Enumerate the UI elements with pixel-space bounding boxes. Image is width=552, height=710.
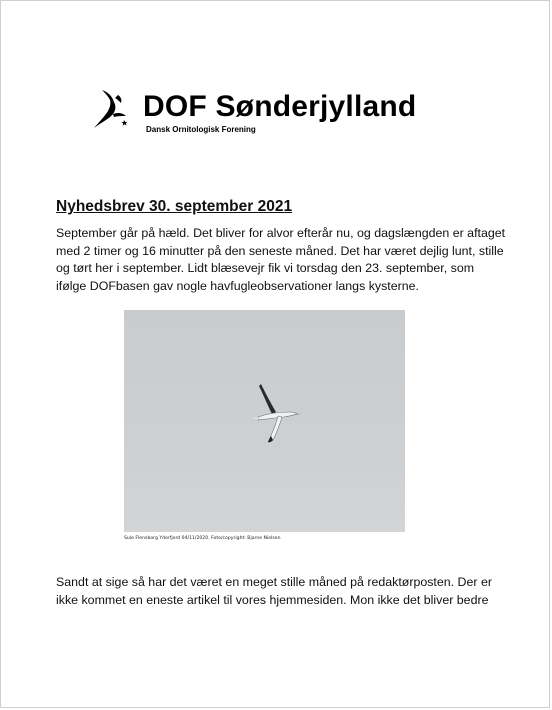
dof-logo (88, 86, 448, 146)
intro-paragraph: September går på hæld. Det bliver for alvor efterår nu, og dagslængden er aftaget med 2 timer og 16 minutter på den seneste måned. Det har været dejlig lunt, stille og tørt her i september. Lidt blæsevejr fik vi torsdag den 23. september, som ifølge DOFbasen gav nogle havfugleobservationer langs kysterne. (56, 226, 506, 293)
logo-subtitle: Dansk Ornitologisk Forening (146, 125, 256, 134)
photo-caption: Sule Flensborg Yderfjord 04/11/2020. Foto/copyright: Bjarne Nielsen (124, 536, 281, 541)
gannet-photo (124, 310, 405, 532)
logo-title: DOF Sønderjylland (143, 90, 417, 123)
gannet-logo-icon (88, 86, 134, 132)
newsletter-headline: Nyhedsbrev 30. september 2021 (56, 198, 293, 215)
closing-paragraph: Sandt at sige så har det været en meget stille måned på redaktørposten. Der er ikke kommet en eneste artikel til vores hjemmesiden. Mon ikke det bliver bedre (56, 575, 492, 607)
gannet-bird-icon (124, 310, 405, 532)
